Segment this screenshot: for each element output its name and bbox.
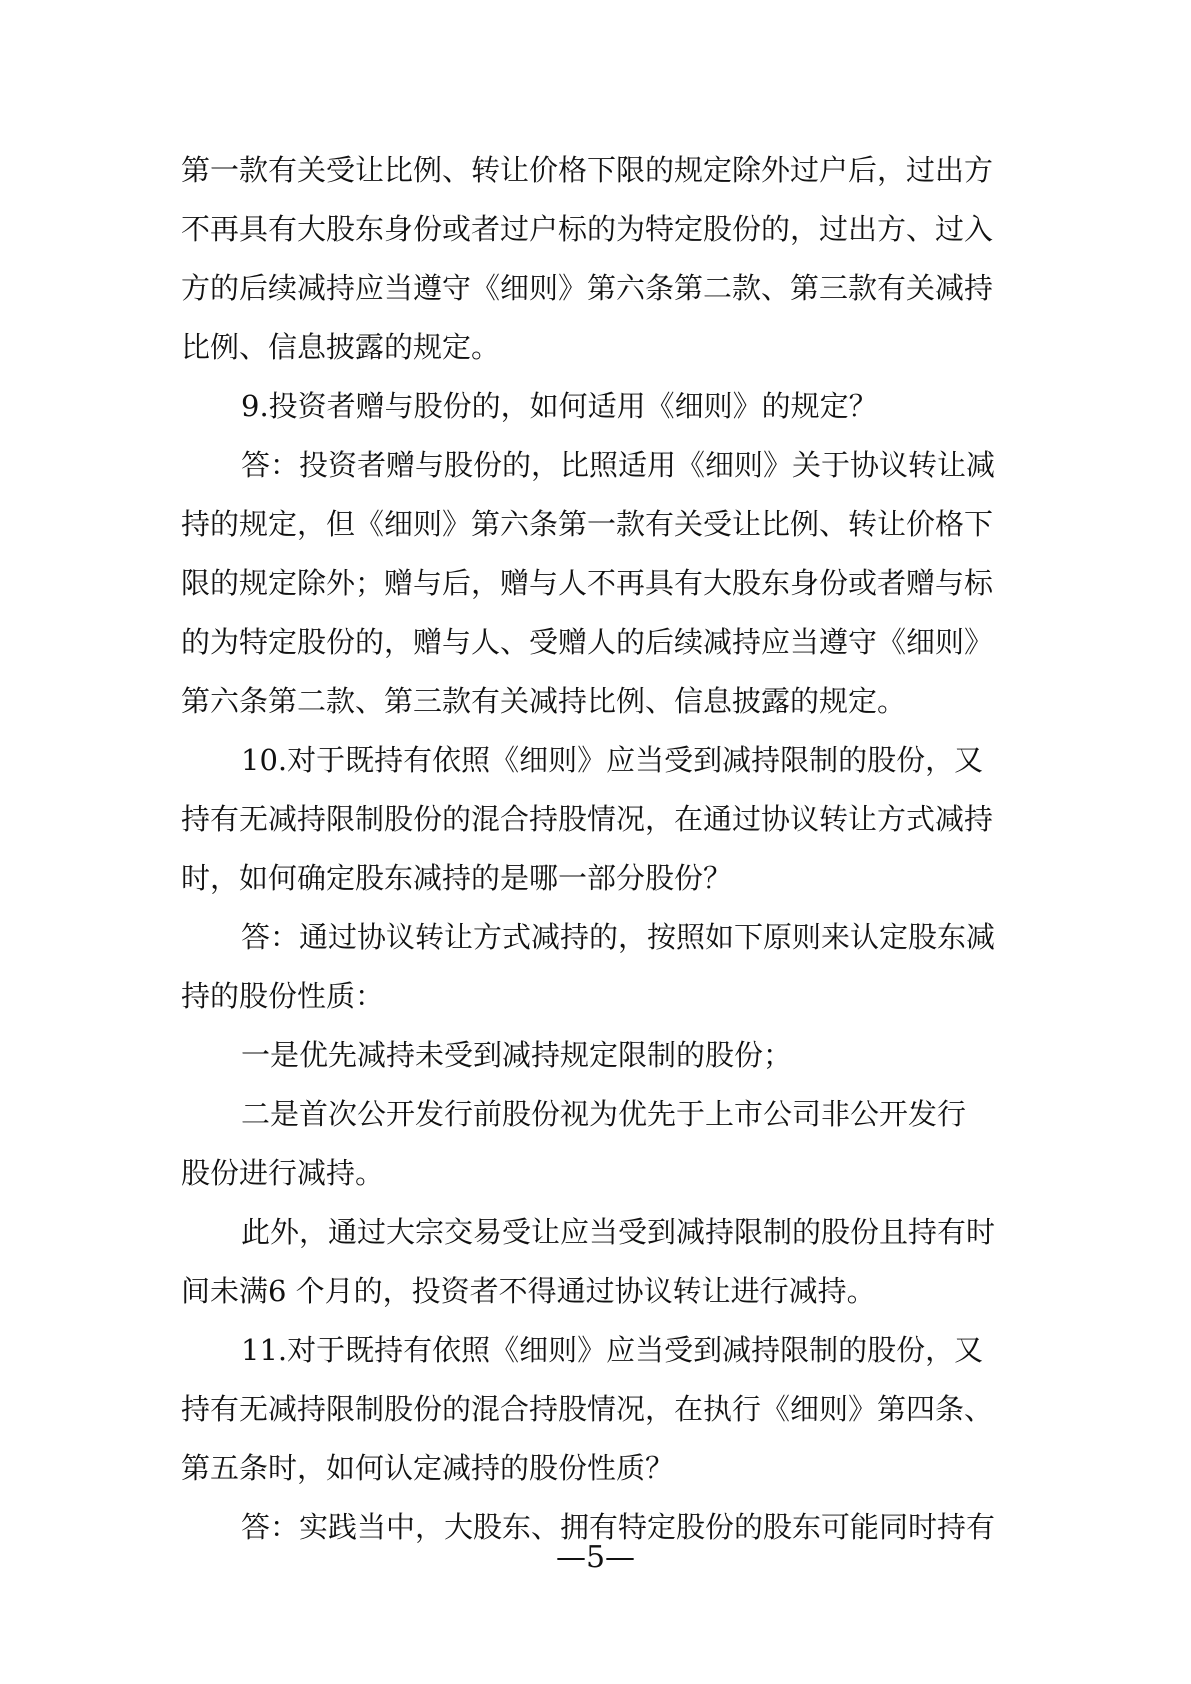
text-line: 第五条时，如何认定减持的股份性质？ xyxy=(181,1451,675,1485)
list-item: 一是优先减持未受到减持规定限制的股份； xyxy=(241,1038,793,1072)
text-line: 股份进行减持。 xyxy=(181,1156,385,1190)
text-line: 持有无减持限制股份的混合持股情况，在执行《细则》第四条、 xyxy=(181,1392,994,1426)
page-number: —5— xyxy=(555,1540,636,1575)
text-line: 不再具有大股东身份或者过户标的为特定股份的，过出方、过入 xyxy=(181,212,994,246)
text-line: 持的规定，但《细则》第六条第一款有关受让比例、转让价格下 xyxy=(181,507,994,541)
question-heading: 11.对于既持有依照《细则》应当受到减持限制的股份，又 xyxy=(241,1333,984,1367)
text-line: 第一款有关受让比例、转让价格下限的规定除外过户后，过出方 xyxy=(181,153,994,187)
text-line: 限的规定除外；赠与后，赠与人不再具有大股东身份或者赠与标 xyxy=(181,566,994,600)
text-line: 方的后续减持应当遵守《细则》第六条第二款、第三款有关减持 xyxy=(181,271,994,305)
question-heading: 10.对于既持有依照《细则》应当受到减持限制的股份，又 xyxy=(241,743,984,777)
answer-start: 答：投资者赠与股份的，比照适用《细则》关于协议转让减 xyxy=(241,448,996,482)
text-line: 持有无减持限制股份的混合持股情况，在通过协议转让方式减持 xyxy=(181,802,994,836)
list-item: 二是首次公开发行前股份视为优先于上市公司非公开发行 xyxy=(241,1097,967,1131)
text-line: 的为特定股份的，赠与人、受赠人的后续减持应当遵守《细则》 xyxy=(181,625,994,659)
text-line: 比例、信息披露的规定。 xyxy=(181,330,501,364)
answer-start: 答：实践当中，大股东、拥有特定股份的股东可能同时持有 xyxy=(241,1510,996,1544)
paragraph-start: 此外，通过大宗交易受让应当受到减持限制的股份且持有时 xyxy=(241,1215,996,1249)
text-line: 持的股份性质： xyxy=(181,979,385,1013)
answer-start: 答：通过协议转让方式减持的，按照如下原则来认定股东减 xyxy=(241,920,996,954)
text-line: 时，如何确定股东减持的是哪一部分股份？ xyxy=(181,861,733,895)
question-heading: 9.投资者赠与股份的，如何适用《细则》的规定？ xyxy=(241,389,878,423)
text-line: 第六条第二款、第三款有关减持比例、信息披露的规定。 xyxy=(181,684,907,718)
text-line: 间未满6 个月的，投资者不得通过协议转让进行减持。 xyxy=(181,1274,876,1308)
